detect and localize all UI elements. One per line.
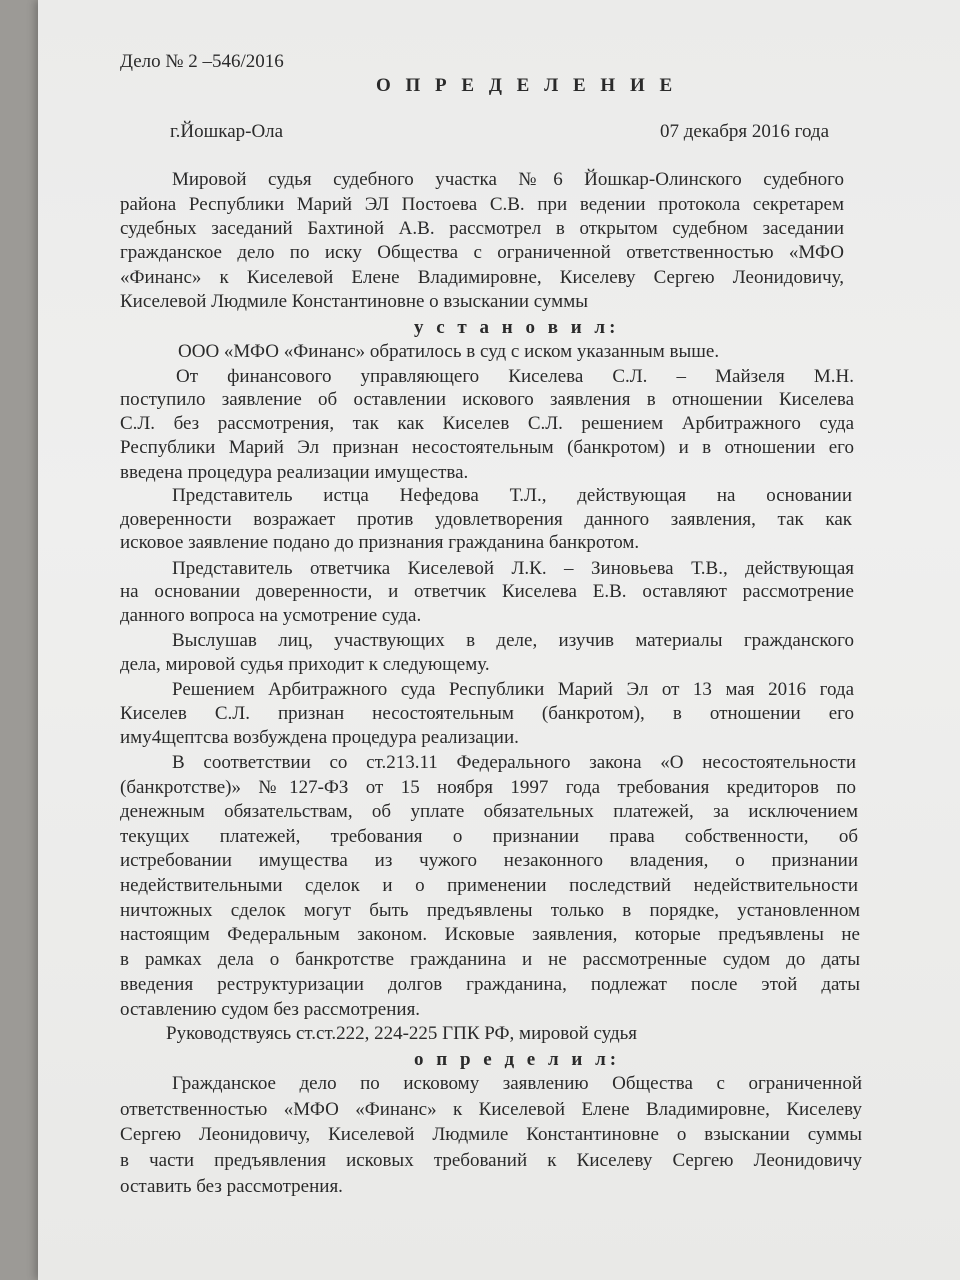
text-line: Руководствуясь ст.ст.222, 224-225 ГПК РФ, мировой судья <box>166 1023 638 1044</box>
text-line: Представитель истца Нефедова Т.Л., действующая на основании <box>172 485 852 506</box>
text-line: Мировой судья судебного участка №6 Йошкар-Олинского судебного <box>172 169 844 190</box>
text-line: Выслушав лиц, участвующих в деле, изучив материалы гражданского <box>172 630 854 651</box>
text-line: доверенности возражает против удовлетворения данного заявления, так как <box>120 509 852 530</box>
text-line: гражданское дело по иску Общества с ограниченной ответственностью «МФО <box>120 242 844 263</box>
text-line: ничтожных сделок могут быть предъявлены только в порядке, установленном <box>120 900 860 921</box>
text-line: оставить без рассмотрения. <box>120 1176 343 1197</box>
text-line: текущих платежей, требования о признании права собственности, об <box>120 826 858 847</box>
text-line: района Республики Марий ЭЛ Постоева С.В. при ведении протокола секретарем <box>120 194 844 215</box>
text-line: Решением Арбитражного суда Республики Марий Эл от 13 мая 2016 года <box>172 679 854 700</box>
city: г.Йошкар-Ола <box>170 121 284 142</box>
text-line: дела, мировой судья приходит к следующему. <box>120 654 490 675</box>
text-line: Представитель ответчика Киселевой Л.К. – Зиновьева Т.В., действующая <box>172 558 854 579</box>
text-line: Гражданское дело по исковому заявлению Общества с ограниченной <box>172 1073 862 1094</box>
text-line: От финансового управляющего Киселева С.Л. – Майзеля М.Н. <box>176 366 854 387</box>
text-line: В соответствии со ст.213.11 Федерального закона «О несостоятельности <box>172 752 856 773</box>
case-number: Дело № 2 –546/2016 <box>120 51 284 72</box>
text-line: недействительными сделок и о применении последствий недействительности <box>120 875 858 896</box>
text-line: Сергею Леонидовичу, Киселевой Людмиле Константиновне о взыскании суммы <box>120 1124 862 1145</box>
text-line: Киселев С.Л. признан несостоятельным (банкротом), в отношении его <box>120 703 854 724</box>
section-heading-determined: о п р е д е л и л: <box>414 1049 621 1070</box>
text-line: данного вопроса на усмотрение суда. <box>120 605 422 626</box>
text-line: С.Л. без рассмотрения, так как Киселев С.Л. решением Арбитражного суда <box>120 413 854 434</box>
text-line: Киселевой Людмиле Константиновне о взыскании суммы <box>120 291 588 312</box>
text-line: введения реструктуризации долгов гражданина, подлежат после этой даты <box>120 974 860 995</box>
date: 07 декабря 2016 года <box>660 121 830 142</box>
text-line: оставлению судом без рассмотрения. <box>120 999 421 1020</box>
text-line: «Финанс» к Киселевой Елене Владимировне, Киселеву Сергею Леонидовичу, <box>120 267 844 288</box>
text-line: исковое заявление подано до признания гражданина банкротом. <box>120 532 640 553</box>
document-page <box>38 0 960 1280</box>
document-title: О П Р Е Д Е Л Е Н И Е <box>376 75 678 96</box>
text-line: поступило заявление об оставлении искового заявления в отношении Киселева <box>120 389 854 410</box>
text-line: ООО «МФО «Финанс» обратилось в суд с иском указанным выше. <box>178 341 720 362</box>
text-line: на основании доверенности, и ответчик Киселева Е.В. оставляют рассмотрение <box>120 581 854 602</box>
text-line: ответственностью «МФО «Финанс» к Киселевой Елене Владимировне, Киселеву <box>120 1099 862 1120</box>
text-line: в рамках дела о банкротстве гражданина и не рассмотренные судом до даты <box>120 949 860 970</box>
text-line: истребовании имущества из чужого незаконного владения, о признании <box>120 850 858 871</box>
text-line: иму4щептсва возбуждена процедура реализации. <box>120 727 519 748</box>
text-line: введена процедура реализации имущества. <box>120 462 469 483</box>
text-line: денежным обязательствам, об уплате обязательных платежей, за исключением <box>120 801 858 822</box>
text-line: (банкротстве)» №127-ФЗ от 15 ноября 1997 года требования кредиторов по <box>120 777 856 798</box>
section-heading-established: у с т а н о в и л: <box>414 317 620 338</box>
text-line: в части предъявления исковых требований к Киселеву Сергею Леонидовичу <box>120 1150 862 1171</box>
text-line: судебных заседаний Бахтиной А.В. рассмотрел в открытом судебном заседании <box>120 218 844 239</box>
text-line: Республики Марий Эл признан несостоятельным (банкротом) и в отношении его <box>120 437 854 458</box>
text-line: настоящим Федеральным законом. Исковые заявления, которые предъявлены не <box>120 924 860 945</box>
